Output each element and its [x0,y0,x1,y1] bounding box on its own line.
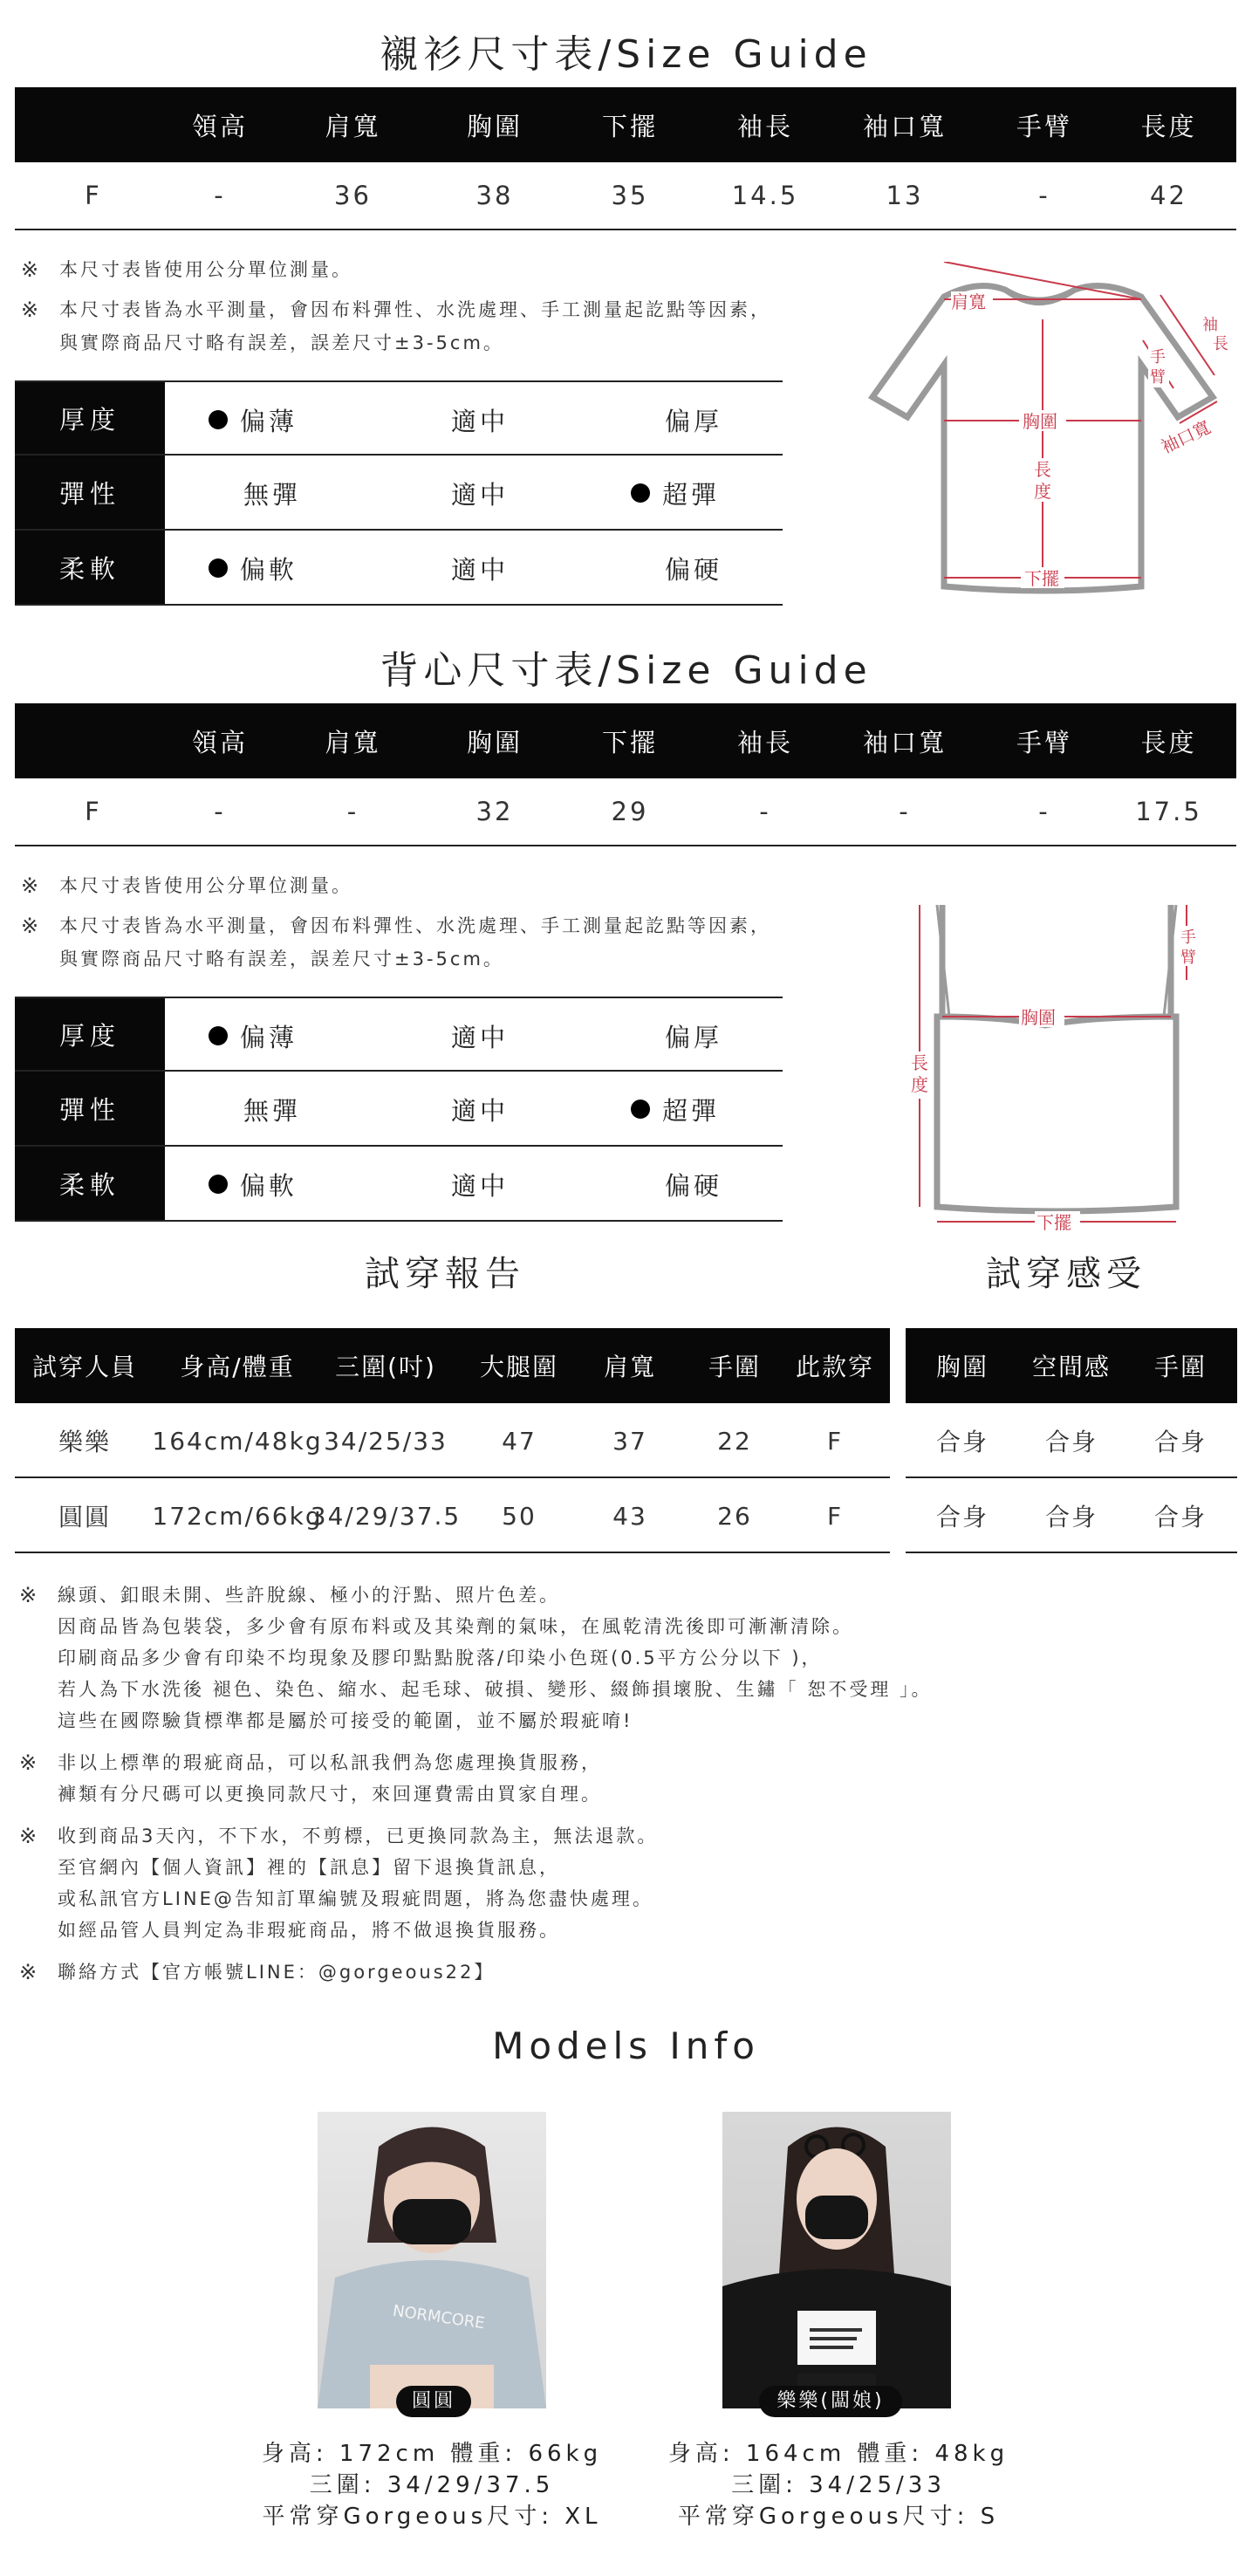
opt: 適中 [451,479,510,510]
policy-line: 因商品皆為包裝袋，多少會有原布料或及其染劑的氣味，在風乾清洗後即可漸漸清除。 [58,1616,853,1637]
policy-line: 非以上標準的瑕疵商品，可以私訊我們為您處理換貨服務， [58,1752,602,1773]
note-text: 本尺寸表皆使用公分單位測量。 [59,259,352,280]
cell: 22 [717,1426,752,1456]
attr-label: 彈性 [15,1072,165,1145]
col-header: 胸圍 [466,727,523,757]
tryon-row [15,1478,890,1553]
opt: 偏硬 [665,1170,723,1201]
chest-label: 胸圍 [1023,411,1057,432]
model-info [642,2438,1035,2532]
cell: F [85,797,102,826]
opt: 無彈 [243,1095,302,1126]
cell: - [346,797,359,826]
opt: 偏軟 [240,1170,298,1201]
cell: - [214,181,226,210]
cell: F [85,181,102,210]
col-header: 袖長 [736,727,793,757]
shirt-size-header [15,87,1236,162]
cell: - [899,797,911,826]
policy-line: 至官網內【個人資訊】裡的【訊息】留下退換貨訊息， [58,1857,560,1878]
length-label: 長 [911,1052,928,1073]
selected-dot-icon [631,483,650,503]
col-header: 身高/體重 [180,1353,295,1381]
attr-label: 厚度 [15,998,165,1070]
hem-label: 下擺 [1024,568,1059,589]
cell: 29 [611,797,649,826]
policy-line: 印刷商品多少會有印染不均現象及膠印點點脫落/印染小色斑(0.5平方公分以下 )， [58,1648,823,1668]
cell: 164cm/48kg [152,1426,323,1456]
tryon-row [15,1403,890,1478]
attr-thickness [15,997,783,1072]
col-header: 胸圍 [935,1353,989,1381]
vest-size-title: 背心尺寸表/Size Guide [380,648,872,693]
note-text: 本尺寸表皆為水平測量，會因布料彈性、水洗處理、手工測量起訖點等因素， [59,915,771,936]
col-header: 下擺 [601,111,658,141]
arm-label: 手 [1150,348,1166,367]
col-header: 袖口寬 [862,111,947,141]
col-header: 下擺 [601,727,658,757]
cell: F [826,1501,844,1531]
opt: 適中 [451,1095,510,1126]
opt: 偏薄 [240,1022,298,1052]
cell: 172cm/66kg [152,1501,323,1531]
opt: 偏薄 [240,406,298,436]
col-header: 領高 [191,727,248,757]
length-label: 度 [911,1074,928,1095]
selected-dot-icon [209,1175,228,1194]
arm-label: 手 [1180,928,1196,947]
col-header: 長度 [1140,727,1197,757]
attr-label: 柔軟 [15,1147,165,1220]
selected-dot-icon [631,1100,650,1119]
cell: 合身 [1153,1503,1207,1531]
note-text: 本尺寸表皆使用公分單位測量。 [59,875,352,896]
attr-thickness [15,380,783,456]
selected-dot-icon [209,558,228,578]
cell: 17.5 [1135,797,1202,826]
policy-line: 聯絡方式【官方帳號LINE：@gorgeous22】 [58,1962,496,1983]
shirt-attributes [15,380,783,606]
tryon-feel-header [906,1328,1237,1403]
model-name-tag: 圓圓 [396,2386,471,2417]
cell: - [214,797,226,826]
col-header: 手圍 [1153,1353,1207,1381]
attr-label: 厚度 [15,382,165,454]
cell: 50 [502,1501,537,1531]
policy-line: 這些在國際驗貨標準都是屬於可接受的範圍，並不屬於瑕疵唷! [58,1710,633,1731]
selected-dot-icon [209,410,228,429]
col-header: 空間感 [1031,1353,1111,1381]
hem-label: 下擺 [1036,1212,1071,1233]
vest-measure-diagram [899,894,1204,1243]
opt: 偏硬 [665,554,723,585]
cell: 32 [475,797,514,826]
length-label: 度 [1034,481,1051,502]
opt: 適中 [451,1170,510,1201]
cell: 42 [1150,181,1187,210]
cell: - [1038,181,1050,210]
cell: 47 [502,1426,537,1456]
arm-label: 臂 [1150,368,1166,387]
col-header: 大腿圍 [479,1353,558,1381]
cell: 36 [334,181,372,210]
cell: 34/29/37.5 [310,1501,462,1531]
model-photo [318,2112,546,2408]
models-title: Models Info [492,2024,760,2067]
selected-dot-icon [209,1026,228,1045]
cuff-label: 袖口寬 [1157,416,1214,458]
col-header: 肩寬 [325,727,381,757]
opt: 超彈 [662,479,721,510]
col-header: 此款穿 [795,1353,874,1381]
col-header: 手臂 [1016,727,1072,757]
cell: 圓圓 [58,1503,111,1531]
col-header: 肩寬 [325,111,381,141]
col-header: 胸圍 [466,111,523,141]
shirt-size-row [15,162,1236,230]
tryon-report-title: 試穿報告 [365,1254,525,1294]
model-usual-size: 平常穿Gorgeous尺寸: S [677,2504,1000,2530]
model-stats: 身高: 172cm 體重: 66kg [261,2441,603,2467]
model-name-tag: 樂樂(闆娘) [759,2386,902,2417]
model-illustration [722,2112,951,2408]
tryon-header [15,1328,890,1403]
opt: 偏厚 [665,1022,723,1052]
shirt-size-title: 襯衫尺寸表/Size Guide [380,32,872,77]
col-header: 袖長 [736,111,793,141]
opt: 適中 [451,406,510,436]
cell: 13 [886,181,924,210]
model-stats: 身高: 164cm 體重: 48kg [667,2441,1009,2467]
cell: 37 [612,1426,647,1456]
cell: F [826,1426,844,1456]
shoulder-label: 肩寬 [951,291,986,312]
model-info [236,2438,628,2532]
cell: 合身 [1044,1428,1098,1456]
policy-line: 若人為下水洗後 褪色、染色、縮水、起毛球、破損、變形、綴飾損壞脫、生鏽「 恕不受理 」。 [58,1679,933,1700]
col-header: 肩寬 [603,1353,656,1381]
opt: 無彈 [243,479,302,510]
model-illustration [318,2112,546,2408]
model-measurements: 三圍: 34/29/37.5 [309,2472,555,2498]
col-header: 領高 [191,111,248,141]
policy-line: 如經品管人員判定為非瑕疵商品，將不做退換貨服務。 [58,1920,560,1941]
cell: 26 [717,1501,752,1531]
cell: 14.5 [731,181,799,210]
cell: 合身 [1153,1428,1207,1456]
sleeve-label: 長 [1213,335,1228,353]
attr-label: 彈性 [15,456,165,529]
shirt-notes: ※ 本尺寸表皆使用公分單位測量。 ※ 本尺寸表皆為水平測量，會因布料彈性、水洗處理、手工測量起訖點等因素， 與實際商品尺寸略有誤差，誤差尺寸±3-5cm。 [21,257,771,353]
chest-label: 胸圍 [1021,1007,1056,1028]
model-usual-size: 平常穿Gorgeous尺寸: XL [262,2504,602,2530]
col-header: 手臂 [1016,111,1072,141]
opt: 超彈 [662,1095,721,1126]
opt: 適中 [451,1022,510,1052]
tryon-feel-title: 試穿感受 [986,1254,1146,1294]
model-photo [722,2112,951,2408]
note-text: 與實際商品尺寸略有誤差，誤差尺寸±3-5cm。 [59,949,504,969]
tryon-feel-row [906,1478,1237,1553]
cell: 35 [611,181,649,210]
cell: 合身 [1044,1503,1098,1531]
shirt-print-text: NORMCORE [391,2301,486,2333]
opt: 偏軟 [240,554,298,585]
attr-softness [15,1147,783,1222]
note-text: 與實際商品尺寸略有誤差，誤差尺寸±3-5cm。 [59,332,504,353]
vest-attributes [15,997,783,1222]
opt: 適中 [451,554,510,585]
attr-softness [15,531,783,606]
cell: 34/25/33 [324,1426,448,1456]
policy-notes: ※ 線頭、釦眼未開、些許脫線、極小的汙點、照片色差。 因商品皆為包裝袋，多少會有原布料或及其染劑的氣味，在風乾清洗後即可漸漸清除。 印刷商品多少會有印染不均現象及膠印點點脫落/印染小色斑(0.5平方公分以下 )， 若人為下水洗後 褪色、染色、縮水、起毛球、破損、變形、綴飾損壞脫、生鏽「 恕不受理 」。 這些在國際驗貨標準都是屬於可接受的範圍，並不屬於瑕疵唷! ※ 非以上標準的瑕疵商品，可以私訊我們為您處理換貨服務， 褲類有分尺碼可以更換同款尺寸，來回運費需由買家自理。 ※ 收到商品3天內，不下水，不剪標，已更換同款為主，無法退款。 至官網內【個人資訊】裡的【訊息】留下退換貨訊息， 或私訊官方LINE@告知訂單編號及瑕疵問題，將為您盡快處理。 如經品管人員判定為非瑕疵商品，將不做退換貨服務。 ※ 聯絡方式【官方帳號LINE：@gorgeous22】 [19,1583,933,1984]
tryon-feel-row [906,1403,1237,1478]
vest-size-header [15,703,1236,778]
policy-line: 褲類有分尺碼可以更換同款尺寸，來回運費需由買家自理。 [58,1784,602,1805]
arm-label: 臂 [1180,949,1196,967]
vest-size-row [15,778,1236,846]
note-text: 本尺寸表皆為水平測量，會因布料彈性、水洗處理、手工測量起訖點等因素， [59,299,771,320]
col-header: 長度 [1140,111,1197,141]
cell: 合身 [935,1503,989,1531]
policy-line: 收到商品3天內，不下水，不剪標，已更換同款為主，無法退款。 [58,1826,659,1846]
policy-line: 線頭、釦眼未開、些許脫線、極小的汙點、照片色差。 [58,1585,560,1606]
cell: 樂樂 [58,1428,111,1456]
cell: - [1038,797,1050,826]
cell: 43 [612,1501,647,1531]
policy-line: 或私訊官方LINE@告知訂單編號及瑕疵問題，將為您盡快處理。 [58,1888,653,1909]
attr-elasticity [15,456,783,531]
shirt-measure-diagram [864,262,1239,611]
opt: 偏厚 [665,406,723,436]
length-label: 長 [1034,459,1051,480]
cell: 合身 [935,1428,989,1456]
cell: 38 [475,181,514,210]
vest-notes: ※ 本尺寸表皆使用公分單位測量。 ※ 本尺寸表皆為水平測量，會因布料彈性、水洗處理、手工測量起訖點等因素， 與實際商品尺寸略有誤差，誤差尺寸±3-5cm。 [21,874,771,969]
col-header: 手圍 [708,1353,761,1381]
col-header: 試穿人員 [31,1353,137,1381]
sleeve-label: 袖 [1202,316,1218,334]
col-header: 袖口寬 [862,727,947,757]
cell: - [759,797,771,826]
model-measurements: 三圍: 34/25/33 [731,2472,946,2498]
attr-elasticity [15,1072,783,1147]
col-header: 三圍(吋) [335,1353,436,1381]
attr-label: 柔軟 [15,531,165,604]
